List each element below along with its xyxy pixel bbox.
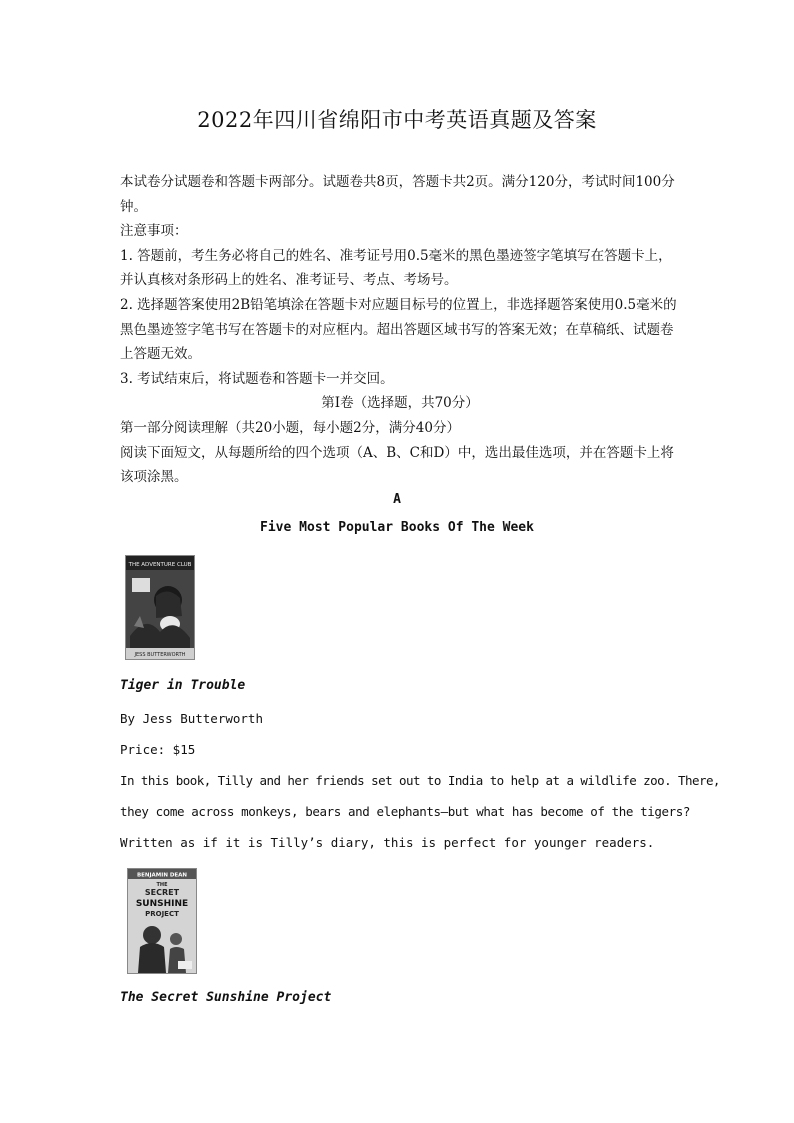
book-cover-tiger-in-trouble bbox=[125, 555, 195, 660]
note-2: 2. 选择题答案使用2B铅笔填涂在答题卡对应题目标号的位置上，非选择题答案使用0.5毫米的黑色墨迹签字笔书写在答题卡的对应框内。超出答题区域书写的答案无效；在草稿纸、试题卷上答题无效。 bbox=[120, 296, 677, 363]
cover-word: THE bbox=[156, 882, 168, 888]
volume-heading: 第Ⅰ卷（选择题，共70分） bbox=[321, 395, 479, 412]
cover-word: SUNSHINE bbox=[135, 899, 189, 909]
book-cover-secret-sunshine-project bbox=[127, 868, 197, 974]
cover-author: JESS BUTTERWORTH bbox=[134, 652, 186, 658]
section-letter: A bbox=[393, 492, 401, 507]
book-description-line: Written as if it is Tilly’s diary, this is perfect for younger readers. bbox=[120, 835, 655, 850]
note-1: 1. 答题前，考生务必将自己的姓名、准考证号用0.5毫米的黑色墨迹签字笔填写在答题卡上，并认真核对条形码上的姓名、准考证号、考点、考场号。 bbox=[120, 247, 672, 289]
cover-author: BENJAMIN DEAN bbox=[136, 872, 188, 879]
exam-instructions bbox=[120, 170, 680, 490]
notes-heading: 注意事项： bbox=[120, 223, 188, 240]
book-description-line: they come across monkeys, bears and elephants—but what has become of the tigers? bbox=[120, 804, 691, 819]
book-price: Price: $15 bbox=[120, 742, 196, 757]
book-title: Tiger in Trouble bbox=[120, 678, 246, 693]
intro-paragraph: 本试卷分试题卷和答题卡两部分。试题卷共8页，答题卡共2页。满分120分，考试时间100分钟。 bbox=[120, 174, 675, 215]
reading-instruction: 阅读下面短文，从每题所给的四个选项（A、B、C和D）中，选出最佳选项，并在答题卡上将该项涂黑。 bbox=[120, 444, 674, 486]
part-one-heading: 第一部分阅读理解（共20小题，每小题2分，满分40分） bbox=[120, 419, 460, 436]
note-3: 3. 考试结束后，将试题卷和答题卡一并交回。 bbox=[120, 370, 394, 387]
page-title: 2022年四川省绵阳市中考英语真题及答案 bbox=[197, 108, 597, 132]
book-description-line: In this book, Tilly and her friends set out to India to help at a wildlife zoo. There, bbox=[120, 773, 720, 788]
cover-series-title: THE ADVENTURE CLUB bbox=[128, 562, 192, 568]
cover-word: SECRET bbox=[144, 888, 180, 897]
cover-word: PROJECT bbox=[145, 910, 179, 918]
book-author: By Jess Butterworth bbox=[120, 711, 263, 726]
book-title: The Secret Sunshine Project bbox=[120, 990, 332, 1005]
section-heading: Five Most Popular Books Of The Week bbox=[260, 520, 534, 535]
